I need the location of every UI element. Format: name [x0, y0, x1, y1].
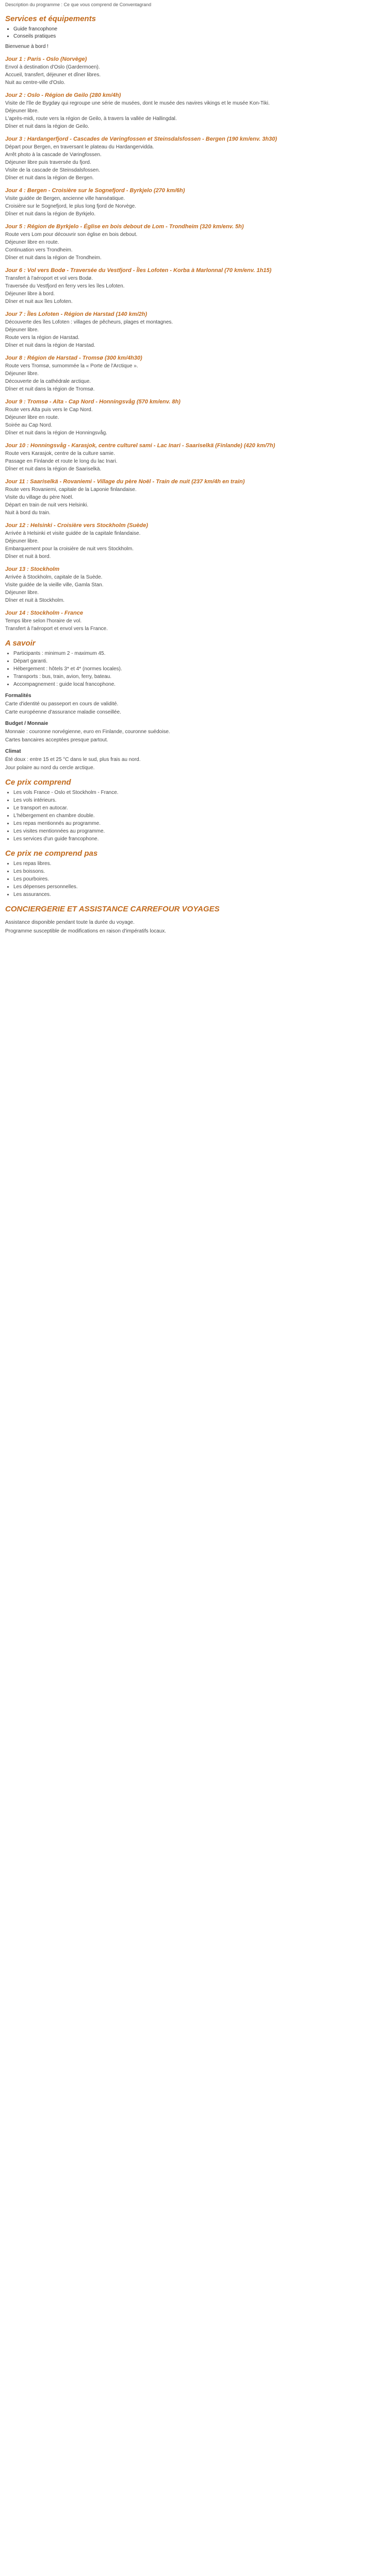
day-title: Jour 8 : Région de Harstad - Tromsø (300 km/4h30) [5, 355, 142, 361]
day-line: Dîner et nuit dans la région de Trondheim. [5, 255, 102, 261]
climat-title: Climat [5, 749, 21, 754]
day-line: Arrêt photo à la cascade de Vøringfossen. [5, 152, 102, 158]
intro-text: Description du programme : Ce que vous comprend de Conventagrand [5, 2, 152, 7]
day-line: Dîner et nuit à Stockholm. [5, 598, 65, 603]
day-8 [5, 354, 386, 393]
day-13 [5, 566, 386, 604]
day-line: Déjeuner libre. [5, 590, 39, 596]
prix-ne-comprend-item: • Les pourboires. [13, 876, 386, 883]
page [0, 0, 391, 941]
prix-ne-comprend-item: • Les dépenses personnelles. [13, 884, 386, 891]
day-title: Jour 9 : Tromsø - Alta - Cap Nord - Honningsvåg (570 km/env. 8h) [5, 399, 181, 405]
prix-comprend-item: • Les vols intérieurs. [13, 797, 386, 804]
day-line: Route vers la région de Harstad. [5, 335, 79, 341]
services-title: Services et équipements [5, 14, 96, 23]
asavoir-title: A savoir [5, 639, 36, 648]
day-line: Visite de l'île de Bygdøy qui regroupe une série de musées, dont le musée des navires vikings et le musée Kon-Tiki. [5, 100, 270, 106]
day-2 [5, 92, 386, 130]
service-item: • Guide francophone [13, 26, 386, 33]
prix-ne-comprend-title: Ce prix ne comprend pas [5, 849, 98, 858]
asavoir-item: • Transports : bus, train, avion, ferry, bateau. [13, 673, 386, 681]
climat-text [5, 756, 386, 772]
day-line: Croisière sur le Sognefjord, le plus long fjord de Norvège. [5, 204, 137, 209]
asavoir-list [5, 650, 386, 688]
asavoir-item: • Participants : minimum 2 - maximum 45. [13, 650, 386, 657]
climat-line: Été doux : entre 15 et 25 °C dans le sud, plus frais au nord. [5, 757, 141, 762]
day-12 [5, 522, 386, 561]
budget-line: Monnaie : couronne norvégienne, euro en Finlande, couronne suédoise. [5, 729, 170, 735]
asavoir-item: • Accompagnement : guide local francophone. [13, 681, 386, 688]
day-title: Jour 2 : Oslo - Région de Geilo (280 km/4h) [5, 92, 121, 98]
day-title: Jour 3 : Hardangerfjord - Cascades de Vøringfossen et Steinsdalsfossen - Bergen (190 km/env. 3h30) [5, 136, 277, 142]
day-line: Visite du village du père Noël. [5, 495, 74, 500]
day-title: Jour 14 : Stockholm - France [5, 610, 83, 616]
day-line: Dîner et nuit dans la région de Honningsvåg. [5, 430, 107, 436]
day-title: Jour 5 : Région de Byrkjelo - Église en bois debout de Lom - Trondheim (320 km/env. 5h) [5, 224, 244, 230]
day-line: Départ en train de nuit vers Helsinki. [5, 502, 89, 508]
day-line: Route vers Karasjok, centre de la culture samie. [5, 451, 115, 456]
prix-comprend-list [5, 789, 386, 843]
day-line: Nuit à bord du train. [5, 510, 51, 516]
day-line: Continuation vers Trondheim. [5, 247, 73, 253]
day-line: Découverte des îles Lofoten : villages de pêcheurs, plages et montagnes. [5, 319, 173, 325]
day-9 [5, 398, 386, 437]
day-line: Transfert à l'aéroport et vol vers Bodø. [5, 276, 93, 281]
day-line: Découverte de la cathédrale arctique. [5, 379, 91, 384]
day-line: Dîner et nuit dans la région de Bergen. [5, 175, 94, 181]
day-title: Jour 12 : Helsinki - Croisière vers Stockholm (Suède) [5, 522, 148, 529]
day-line: Route vers Tromsø, surnommée la « Porte de l'Arctique ». [5, 363, 138, 369]
conditions-title: CONCIERGERIE ET ASSISTANCE CARREFOUR VOYAGES [5, 905, 220, 913]
climat-line: Jour polaire au nord du cercle arctique. [5, 765, 95, 771]
day-5 [5, 223, 386, 262]
day-line: Route vers Rovaniemi, capitale de la Laponie finlandaise. [5, 487, 137, 493]
day-line: Temps libre selon l'horaire de vol. [5, 618, 82, 624]
day-title: Jour 13 : Stockholm [5, 566, 60, 572]
day-line: Déjeuner libre puis traversée du fjord. [5, 160, 91, 165]
prix-comprend-item: • Le transport en autocar. [13, 805, 386, 812]
budget-title: Budget / Monnaie [5, 721, 48, 726]
day-line: Passage en Finlande et route le long du lac Inari. [5, 459, 118, 464]
day-line: Déjeuner libre. [5, 538, 39, 544]
day-6 [5, 267, 386, 306]
conditions-text [5, 919, 386, 935]
budget-text [5, 728, 386, 744]
prix-comprend-item: • L'hébergement en chambre double. [13, 812, 386, 820]
day-line: Route vers Alta puis vers le Cap Nord. [5, 407, 93, 413]
day-line: Transfert à l'aéroport et envol vers la France. [5, 626, 108, 632]
formalites-title: Formalités [5, 693, 31, 699]
day-line: Visite guidée de la vieille ville, Gamla Stan. [5, 582, 104, 588]
formalites-line: Carte d'identité ou passeport en cours de validité. [5, 701, 119, 707]
conditions-line: Programme susceptible de modifications en raison d'impératifs locaux. [5, 928, 167, 934]
prix-comprend-item: • Les repas mentionnés au programme. [13, 820, 386, 827]
day-title: Jour 11 : Saariselkä - Rovaniemi - Village du père Noël - Train de nuit (237 km/4h en train) [5, 479, 245, 485]
day-line: Route vers Lom pour découvrir son église en bois debout. [5, 232, 138, 238]
welcome-text: Bienvenue à bord ! [5, 44, 48, 49]
day-line: Dîner et nuit dans la région de Byrkjelo. [5, 211, 96, 217]
prix-ne-comprend-item: • Les boissons. [13, 868, 386, 875]
prix-comprend-item: • Les services d'un guide francophone. [13, 836, 386, 843]
day-line: Déjeuner libre. [5, 327, 39, 333]
day-14 [5, 609, 386, 633]
day-3 [5, 135, 386, 182]
day-1 [5, 56, 386, 87]
conditions-line: Assistance disponible pendant toute la durée du voyage. [5, 920, 135, 925]
service-item: • Conseils pratiques [13, 33, 386, 40]
day-line: Dîner et nuit à bord. [5, 554, 51, 560]
day-line: Dîner et nuit dans la région de Tromsø. [5, 386, 95, 392]
day-line: Dîner et nuit aux îles Lofoten. [5, 299, 73, 304]
day-line: Embarquement pour la croisière de nuit vers Stockholm. [5, 546, 134, 552]
day-line: Déjeuner libre en route. [5, 415, 59, 420]
prix-ne-comprend-item: • Les assurances. [13, 891, 386, 899]
day-7 [5, 311, 386, 349]
day-line: Envol à destination d'Oslo (Gardermoen). [5, 64, 100, 70]
day-line: Traversée du Vestfjord en ferry vers les îles Lofoten. [5, 283, 125, 289]
prix-ne-comprend-list [5, 860, 386, 899]
day-11 [5, 478, 386, 517]
prix-ne-comprend-item: • Les repas libres. [13, 860, 386, 868]
day-line: Accueil, transfert, déjeuner et dîner libres. [5, 72, 101, 78]
day-line: Nuit au centre-ville d'Oslo. [5, 80, 66, 86]
asavoir-item: • Départ garanti. [13, 658, 386, 665]
day-line: Déjeuner libre en route. [5, 240, 59, 245]
itinerary [5, 56, 386, 633]
day-title: Jour 6 : Vol vers Bodø - Traversée du Vestfjord - Îles Lofoten - Korba à Marlonnal (70 km/env. 1h15) [5, 267, 272, 274]
day-line: L'après-midi, route vers la région de Geilo, à travers la vallée de Hallingdal. [5, 116, 177, 122]
day-4 [5, 187, 386, 218]
prix-comprend-item: • Les vols France - Oslo et Stockholm - France. [13, 789, 386, 796]
day-line: Arrivée à Stockholm, capitale de la Suède. [5, 574, 103, 580]
day-line: Dîner et nuit dans la région de Harstad. [5, 343, 95, 348]
day-title: Jour 1 : Paris - Oslo (Norvège) [5, 56, 87, 62]
day-line: Départ pour Bergen, en traversant le plateau du Hardangervidda. [5, 144, 154, 150]
day-line: Déjeuner libre. [5, 108, 39, 114]
day-title: Jour 10 : Honningsvåg - Karasjok, centre culturel sami - Lac Inari - Saariselkä (Finlande) (420 km/7h) [5, 443, 275, 449]
day-line: Déjeuner libre. [5, 371, 39, 377]
day-line: Dîner et nuit dans la région de Saariselkä. [5, 466, 102, 472]
day-line: Visite de la cascade de Steinsdalsfossen. [5, 167, 100, 173]
day-line: Visite guidée de Bergen, ancienne ville hanséatique. [5, 196, 125, 201]
day-10 [5, 442, 386, 473]
day-title: Jour 7 : Îles Lofoten - Région de Harstad (140 km/2h) [5, 311, 148, 317]
day-line: Arrivée à Helsinki et visite guidée de la capitale finlandaise. [5, 531, 141, 536]
formalites-line: Carte européenne d'assurance maladie conseillée. [5, 709, 121, 715]
services-list [5, 26, 386, 40]
day-title: Jour 4 : Bergen - Croisière sur le Sognefjord - Byrkjelo (270 km/6h) [5, 188, 185, 194]
prix-comprend-title: Ce prix comprend [5, 778, 71, 787]
formalites-text [5, 701, 386, 716]
prix-comprend-item: • Les visites mentionnées au programme. [13, 828, 386, 835]
asavoir-item: • Hébergement : hôtels 3* et 4* (normes locales). [13, 666, 386, 673]
day-line: Soirée au Cap Nord. [5, 422, 53, 428]
budget-line: Cartes bancaires acceptées presque partout. [5, 737, 108, 743]
day-line: Déjeuner libre à bord. [5, 291, 55, 297]
day-line: Dîner et nuit dans la région de Geilo. [5, 124, 89, 129]
